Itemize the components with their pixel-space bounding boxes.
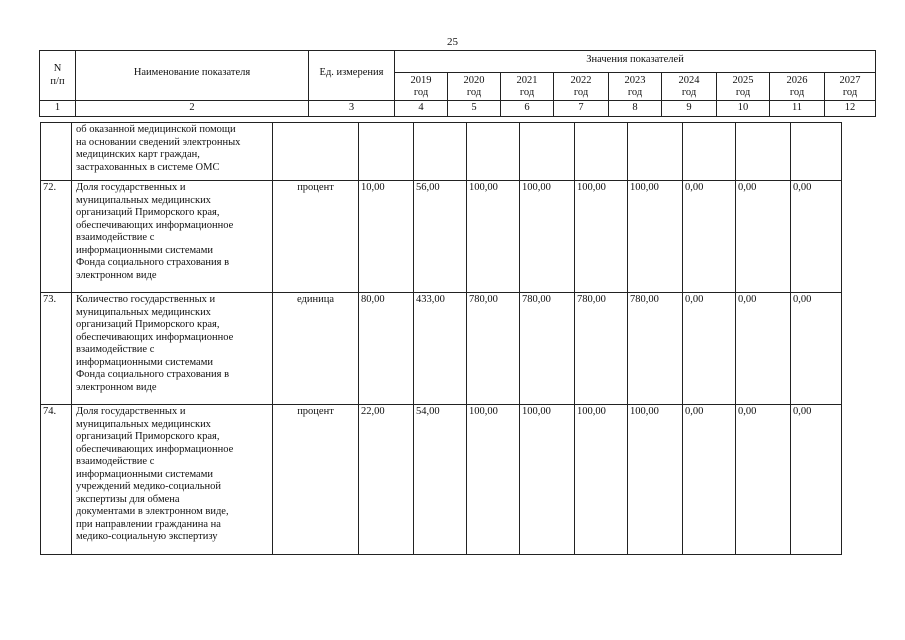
value-2023: [575, 123, 628, 181]
unit-of-measure: процент: [273, 405, 359, 555]
header-year-unit: год: [789, 87, 805, 98]
value-2022: 100,00: [520, 181, 575, 293]
value-2020: 56,00: [414, 181, 467, 293]
header-year-2021: [501, 73, 554, 101]
column-number: 1: [40, 101, 76, 117]
indicator-name-line: Фонда социального страхования в: [76, 369, 230, 380]
header-col-values-label: Значения показателей: [586, 54, 684, 65]
unit-of-measure: единица: [273, 293, 359, 405]
indicator-name-line: застрахованных в системе ОМС: [76, 161, 220, 173]
header-year-2020: [448, 73, 501, 101]
header-year-value: 2025: [732, 75, 754, 86]
header-col-num-line2: п/п: [50, 75, 65, 87]
value-2019: 10,00: [359, 181, 414, 293]
header-col-unit: [309, 51, 395, 101]
value-2026: [736, 123, 791, 181]
value-2024: 100,00: [628, 181, 683, 293]
indicator-name-line: обеспечивающих информационное: [76, 219, 234, 231]
header-year-unit: год: [681, 87, 697, 98]
value-2022: [520, 123, 575, 181]
indicator-name-line: экспертизы для обмена: [76, 493, 180, 505]
column-number: 9: [662, 101, 717, 117]
indicator-name: [72, 181, 273, 293]
indicator-name-line: информационными системами: [76, 244, 213, 256]
value-2024: 100,00: [628, 405, 683, 555]
value-2021: 780,00: [467, 293, 520, 405]
value-2025: [683, 123, 736, 181]
indicators-table: [40, 122, 842, 555]
table-header: [39, 50, 876, 117]
column-number: 5: [448, 101, 501, 117]
column-number: 10: [717, 101, 770, 117]
column-number: 6: [501, 101, 554, 117]
table-row: [41, 293, 842, 405]
indicator-name-line: Фонда социального страхования в: [76, 257, 230, 268]
value-2019: 22,00: [359, 405, 414, 555]
indicator-name-line: об оказанной медицинской помощи: [76, 124, 236, 135]
row-number: 74.: [41, 405, 72, 555]
unit-of-measure: [273, 123, 359, 181]
table-row: [41, 123, 842, 181]
row-number: 72.: [41, 181, 72, 293]
value-2027: 0,00: [791, 181, 842, 293]
indicator-name-line: обеспечивающих информационное: [76, 331, 234, 343]
column-number: 12: [825, 101, 876, 117]
value-2025: 0,00: [683, 293, 736, 405]
column-number: 3: [309, 101, 395, 117]
header-year-2027: [825, 73, 876, 101]
page-number: 25: [447, 36, 458, 48]
indicator-name-line: организаций Приморского края,: [76, 319, 220, 330]
value-2023: 100,00: [575, 405, 628, 555]
header-col-num: [40, 51, 76, 101]
indicator-name-line: муниципальных медицинских: [76, 418, 211, 430]
value-2023: 100,00: [575, 181, 628, 293]
column-number: 4: [395, 101, 448, 117]
header-year-unit: год: [573, 87, 589, 98]
header-year-unit: год: [413, 87, 429, 98]
value-2024: [628, 123, 683, 181]
header-year-2026: [770, 73, 825, 101]
value-2020: 54,00: [414, 405, 467, 555]
header-year-unit: год: [842, 87, 858, 98]
value-2020: 433,00: [414, 293, 467, 405]
value-2026: 0,00: [736, 293, 791, 405]
indicator-name-line: Количество государственных и: [76, 294, 216, 305]
header-year-2019: [395, 73, 448, 101]
indicator-name-line: взаимодействие с: [76, 232, 155, 243]
value-2020: [414, 123, 467, 181]
header-year-2024: [662, 73, 717, 101]
column-number: 7: [554, 101, 609, 117]
indicator-name: [72, 405, 273, 555]
value-2019: [359, 123, 414, 181]
header-col-unit-label: Ед. измерения: [319, 67, 384, 78]
header-year-unit: год: [466, 87, 482, 98]
header-year-value: 2027: [839, 75, 861, 86]
value-2021: 100,00: [467, 405, 520, 555]
value-2024: 780,00: [628, 293, 683, 405]
indicator-name-line: обеспечивающих информационное: [76, 443, 234, 455]
header-year-value: 2024: [678, 75, 700, 86]
header-col-name: [76, 51, 309, 101]
indicator-name-line: организаций Приморского края,: [76, 207, 220, 218]
value-2026: 0,00: [736, 405, 791, 555]
table-row: [41, 181, 842, 293]
row-number: [41, 123, 72, 181]
header-year-value: 2021: [516, 75, 538, 86]
value-2027: [791, 123, 842, 181]
header-year-value: 2023: [624, 75, 646, 86]
indicator-name-line: медико-социальную экспертизу: [76, 531, 218, 542]
column-number: 8: [609, 101, 662, 117]
indicator-name: [72, 293, 273, 405]
indicator-name-line: электронном виде: [76, 381, 157, 393]
value-2022: 780,00: [520, 293, 575, 405]
indicator-name-line: взаимодействие с: [76, 344, 155, 355]
indicator-name-line: организаций Приморского края,: [76, 431, 220, 442]
header-year-value: 2020: [463, 75, 485, 86]
indicator-name-line: при направлении гражданина на: [76, 518, 221, 530]
indicator-name-line: муниципальных медицинских: [76, 306, 211, 318]
table-row: [41, 405, 842, 555]
value-2026: 0,00: [736, 181, 791, 293]
value-2023: 780,00: [575, 293, 628, 405]
value-2019: 80,00: [359, 293, 414, 405]
indicator-name-line: Доля государственных и: [76, 406, 186, 417]
indicator-name-line: документами в электронном виде,: [76, 506, 229, 517]
header-year-unit: год: [519, 87, 535, 98]
indicator-name-line: взаимодействие с: [76, 456, 155, 467]
column-number: 2: [76, 101, 309, 117]
header-year-2025: [717, 73, 770, 101]
header-year-2022: [554, 73, 609, 101]
indicator-name-line: электронном виде: [76, 269, 157, 281]
column-number: 11: [770, 101, 825, 117]
indicator-name-line: информационными системами: [76, 356, 213, 368]
indicator-name: [72, 123, 273, 181]
indicator-name-line: Доля государственных и: [76, 182, 186, 193]
value-2027: 0,00: [791, 293, 842, 405]
value-2022: 100,00: [520, 405, 575, 555]
header-col-values: [395, 51, 876, 73]
value-2021: [467, 123, 520, 181]
header-year-value: 2022: [570, 75, 592, 86]
unit-of-measure: процент: [273, 181, 359, 293]
header-col-num-line1: N: [53, 63, 62, 74]
indicator-name-line: муниципальных медицинских: [76, 194, 211, 206]
header-col-name-label: Наименование показателя: [133, 67, 251, 78]
value-2025: 0,00: [683, 405, 736, 555]
indicator-name-line: учреждений медико-социальной: [76, 481, 222, 492]
header-year-2023: [609, 73, 662, 101]
header-year-value: 2026: [786, 75, 808, 86]
indicator-name-line: на основании сведений электронных: [76, 136, 241, 148]
indicator-name-line: информационными системами: [76, 468, 213, 480]
value-2025: 0,00: [683, 181, 736, 293]
value-2027: 0,00: [791, 405, 842, 555]
value-2021: 100,00: [467, 181, 520, 293]
header-year-unit: год: [627, 87, 643, 98]
header-year-value: 2019: [410, 75, 432, 86]
indicator-name-line: медицинских карт граждан,: [76, 149, 200, 160]
row-number: 73.: [41, 293, 72, 405]
header-year-unit: год: [735, 87, 751, 98]
